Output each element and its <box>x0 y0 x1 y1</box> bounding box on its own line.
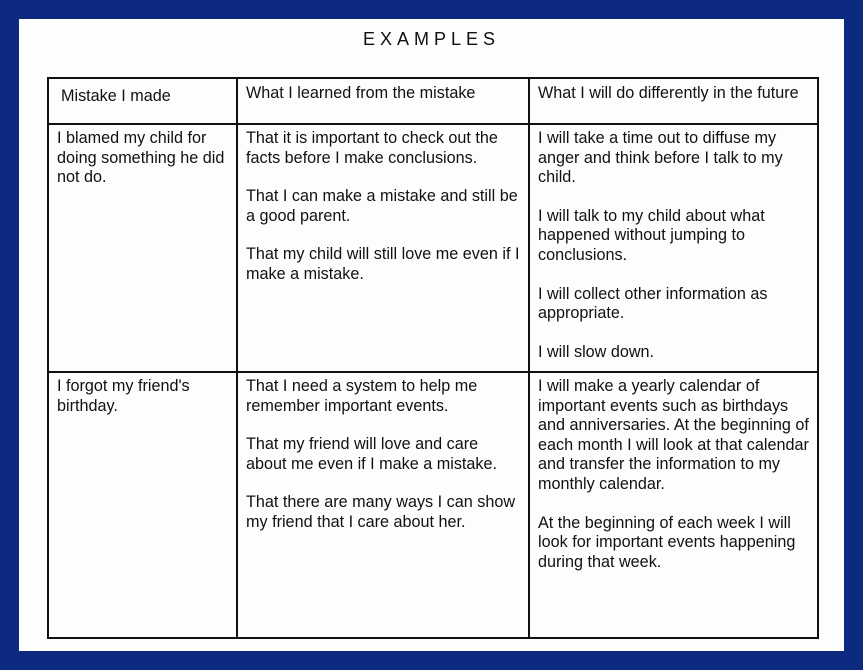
examples-table <box>47 77 819 639</box>
header-mistake <box>49 79 238 125</box>
row2-differently-cell <box>530 373 817 637</box>
header-differently <box>530 79 817 125</box>
row1-differently-item: I will take a time out to diffuse my anger and think before I talk to my child. <box>538 129 783 187</box>
row2-learned-item: That I need a system to help me remember important events. <box>246 377 478 415</box>
row1-mistake-text: I blamed my child for doing something he did not do. <box>57 129 225 187</box>
row1-differently-item: I will talk to my child about what happened without jumping to conclusions. <box>538 206 765 264</box>
header-learned <box>238 79 530 125</box>
row2-differently-item: At the beginning of each week I will look for important events happening during that week. <box>538 513 796 571</box>
row1-learned-cell <box>238 125 530 373</box>
row2-learned-cell <box>238 373 530 637</box>
row1-learned-item: That it is important to check out the facts before I make conclusions. <box>246 129 498 167</box>
row1-learned-item: That I can make a mistake and still be a good parent. <box>246 187 518 225</box>
document-page <box>19 19 844 651</box>
row1-mistake-cell <box>49 125 238 373</box>
header-learned-label: What I learned from the mistake <box>246 84 476 102</box>
row2-mistake-cell <box>49 373 238 637</box>
row2-mistake-text: I forgot my friend's birthday. <box>57 377 190 415</box>
row2-differently-item: I will make a yearly calendar of important events such as birthdays and anniversaries. At the beginning of each month I will look at that calendar and transfer the information to my monthly calendar. <box>538 377 809 493</box>
header-differently-label: What I will do differently in the future <box>538 84 799 102</box>
row2-learned-item: That there are many ways I can show my friend that I care about her. <box>246 493 516 531</box>
header-mistake-label: Mistake I made <box>61 87 171 105</box>
row1-differently-cell <box>530 125 817 373</box>
row1-differently-item: I will slow down. <box>538 342 655 361</box>
row1-learned-item: That my child will still love me even if I make a mistake. <box>246 245 520 283</box>
page-title: EXAMPLES <box>362 29 501 49</box>
row1-differently-item: I will collect other information as appropriate. <box>538 284 768 323</box>
row2-learned-item: That my friend will love and care about me even if I make a mistake. <box>246 435 498 473</box>
